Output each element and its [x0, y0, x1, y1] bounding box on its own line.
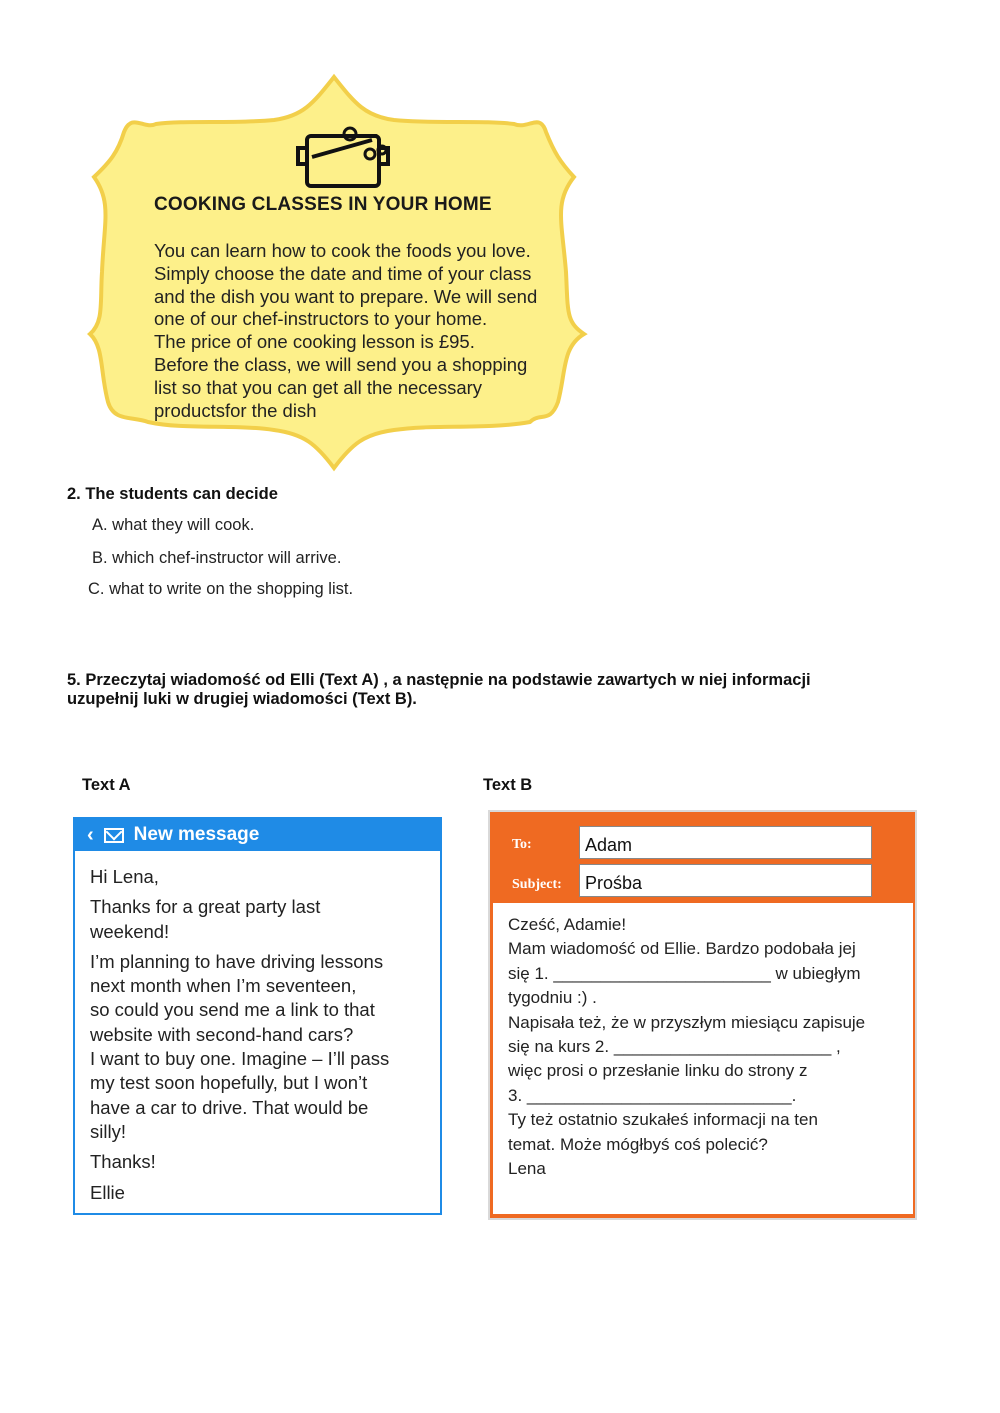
message-line: silly!: [90, 1120, 126, 1142]
email-line: Mam wiadomość od Ellie. Bardzo podobała jej: [508, 939, 856, 959]
email-line: Ty też ostatnio szukałeś informacji na ten: [508, 1110, 818, 1130]
text-a-message: [73, 817, 442, 1215]
message-header: [75, 819, 440, 851]
email-line: Cześć, Adamie!: [508, 915, 627, 934]
message-body: [75, 851, 440, 1205]
text-b-email: [488, 810, 917, 1220]
ad-line: Simply choose the date and time of your class: [154, 262, 532, 284]
exercise-5-instruction: [67, 671, 947, 709]
subject-field[interactable]: Prośba: [579, 864, 872, 897]
envelope-icon: [104, 828, 124, 843]
message-paragraph: [90, 895, 426, 944]
email-body: [493, 903, 913, 1214]
message-line: weekend!: [90, 920, 170, 942]
cooking-classes-ad: [84, 72, 594, 472]
instruction-line: 5. Przeczytaj wiadomość od Elli (Text A) , a następnie na podstawie zawartych w niej informacji: [67, 671, 811, 689]
message-paragraph: [90, 1181, 426, 1205]
back-chevron-icon[interactable]: ‹: [87, 823, 94, 846]
email-line: więc prosi o przesłanie linku do strony z: [508, 1061, 808, 1081]
message-line: Ellie: [90, 1181, 125, 1203]
text-b-label: Text B: [483, 776, 533, 794]
answer-option-b[interactable]: B. which chef-instructor will arrive.: [92, 549, 342, 567]
instruction-line: uzupełnij luki w drugiej wiadomości (Text B).: [67, 690, 417, 708]
email-line-gap-2[interactable]: się na kurs 2. _______________________ ,: [508, 1037, 841, 1057]
email-line: tygodniu :) .: [508, 988, 597, 1008]
answer-option-c[interactable]: C. what to write on the shopping list.: [88, 580, 354, 598]
message-line: Thanks for a great party last: [90, 896, 321, 918]
message-line: next month when I’m seventeen,: [90, 975, 357, 997]
message-line: Hi Lena,: [90, 866, 159, 887]
to-label: To:: [512, 837, 532, 852]
subject-label: Subject:: [512, 877, 562, 892]
ad-line: Before the class, we will send you a shopping: [154, 353, 528, 375]
ad-line: You can learn how to cook the foods you love.: [154, 240, 531, 261]
email-line-gap-1[interactable]: się 1. _______________________ w ubiegłym: [508, 963, 861, 983]
text-a-label: Text A: [82, 776, 131, 794]
email-line: Napisała też, że w przyszłym miesiącu zapisuje: [508, 1012, 866, 1032]
message-line: Thanks!: [90, 1151, 156, 1173]
ad-line: The price of one cooking lesson is £95.: [154, 331, 475, 353]
ad-title: COOKING CLASSES IN YOUR HOME: [154, 194, 492, 215]
message-line: so could you send me a link to that: [90, 999, 375, 1021]
answer-option-a[interactable]: A. what they will cook.: [92, 516, 255, 534]
message-line: website with second-hand cars?: [90, 1023, 354, 1045]
ad-line: one of our chef-instructors to your home.: [154, 308, 488, 330]
email-line: temat. Może mógłbyś coś polecić?: [508, 1134, 768, 1154]
email-line-gap-3[interactable]: 3. ____________________________.: [508, 1085, 797, 1105]
email-line: Lena: [508, 1159, 546, 1179]
message-line: I’m planning to have driving lessons: [90, 950, 384, 972]
question-2-title: 2. The students can decide: [67, 485, 278, 503]
message-line: my test soon hopefully, but I won’t: [90, 1072, 368, 1094]
cooking-pot-icon: [292, 102, 392, 192]
ad-line: and the dish you want to prepare. We will send: [154, 285, 538, 307]
ad-line: productsfor the dish: [154, 399, 317, 421]
message-line: I want to buy one. Imagine – I’ll pass: [90, 1048, 390, 1070]
message-line: have a car to drive. That would be: [90, 1096, 369, 1118]
message-paragraph: [90, 1150, 426, 1174]
message-paragraph: [90, 950, 426, 1144]
message-header-title: New message: [133, 824, 260, 845]
message-paragraph: [90, 865, 426, 889]
to-field[interactable]: Adam: [579, 826, 872, 859]
ad-line: list so that you can get all the necessary: [154, 376, 483, 398]
ad-body: [154, 240, 574, 422]
